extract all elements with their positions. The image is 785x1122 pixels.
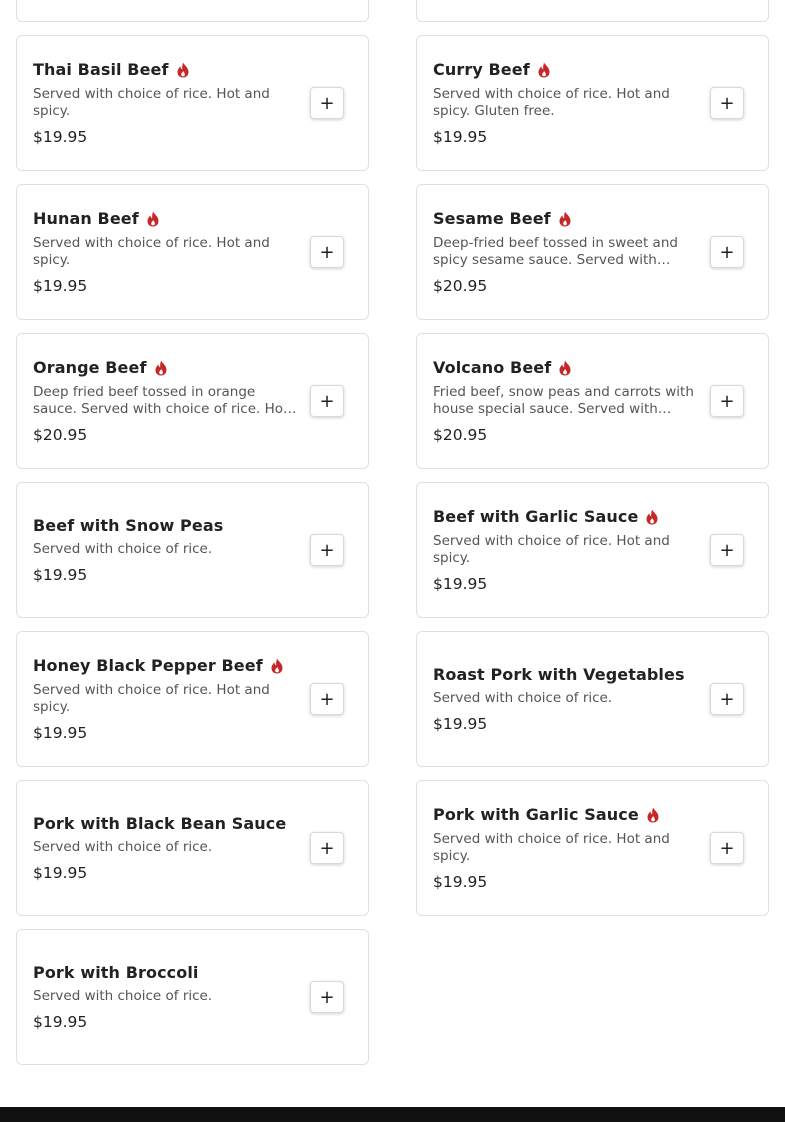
spicy-flame-icon bbox=[154, 360, 168, 376]
item-name: Pork with Black Bean Sauce bbox=[33, 814, 287, 833]
item-name: Beef with Garlic Sauce bbox=[433, 507, 639, 526]
add-to-cart-button[interactable]: + bbox=[310, 534, 344, 566]
item-description: Served with choice of rice. bbox=[433, 690, 613, 706]
add-to-cart-button[interactable]: + bbox=[710, 236, 744, 268]
title-row bbox=[433, 805, 698, 824]
title-row bbox=[33, 60, 298, 79]
item-price: $19.95 bbox=[33, 566, 88, 584]
item-price: $20.95 bbox=[433, 277, 488, 295]
menu-item-card[interactable] bbox=[416, 780, 769, 916]
item-name: Beef with Snow Peas bbox=[33, 516, 224, 535]
menu-item-card[interactable] bbox=[16, 35, 369, 171]
add-to-cart-button[interactable]: + bbox=[310, 832, 344, 864]
item-description: Deep-fried beef tossed in sweet and spicy sesame sauce. Served with bbox=[433, 235, 678, 268]
menu-item-card[interactable] bbox=[416, 35, 769, 171]
menu-item-card[interactable] bbox=[16, 482, 369, 618]
item-name: Pork with Garlic Sauce bbox=[433, 805, 639, 824]
menu-item-card[interactable] bbox=[416, 482, 769, 618]
add-to-cart-button[interactable]: + bbox=[310, 236, 344, 268]
item-name: Volcano Beef bbox=[433, 358, 552, 377]
item-price: $19.95 bbox=[33, 1013, 88, 1031]
menu-item-card[interactable] bbox=[16, 780, 369, 916]
spicy-flame-icon bbox=[176, 62, 190, 78]
menu-item-card[interactable] bbox=[416, 333, 769, 469]
item-name: Sesame Beef bbox=[433, 209, 551, 228]
spicy-flame-icon bbox=[645, 509, 659, 525]
add-to-cart-button[interactable]: + bbox=[310, 87, 344, 119]
title-row bbox=[433, 665, 698, 684]
item-name: Roast Pork with Vegetables bbox=[433, 665, 685, 684]
add-to-cart-button[interactable]: + bbox=[710, 683, 744, 715]
add-to-cart-button[interactable]: + bbox=[710, 832, 744, 864]
item-price: $19.95 bbox=[433, 715, 488, 733]
item-name: Honey Black Pepper Beef bbox=[33, 656, 263, 675]
menu-item-card[interactable] bbox=[16, 631, 369, 767]
add-to-cart-button[interactable]: + bbox=[310, 981, 344, 1013]
title-row bbox=[33, 656, 298, 675]
item-price: $19.95 bbox=[33, 277, 88, 295]
item-price: $20.95 bbox=[33, 426, 88, 444]
item-name: Hunan Beef bbox=[33, 209, 139, 228]
item-description: Served with choice of rice. bbox=[33, 988, 213, 1004]
item-description: Served with choice of rice. Hot and spicy. bbox=[433, 533, 670, 566]
item-price: $19.95 bbox=[433, 873, 488, 891]
menu-item-card[interactable] bbox=[16, 0, 369, 22]
title-row bbox=[433, 507, 698, 526]
footer-bar bbox=[0, 1107, 785, 1122]
add-to-cart-button[interactable]: + bbox=[710, 87, 744, 119]
spicy-flame-icon bbox=[646, 807, 660, 823]
title-row bbox=[33, 358, 298, 377]
item-description: Served with choice of rice. Hot and spicy. Gluten free. bbox=[433, 86, 670, 119]
title-row bbox=[33, 963, 298, 982]
menu-item-card[interactable] bbox=[16, 929, 369, 1065]
item-name: Curry Beef bbox=[433, 60, 530, 79]
item-description: Served with choice of rice. Hot and spicy. bbox=[33, 86, 270, 119]
spicy-flame-icon bbox=[537, 62, 551, 78]
item-description: Deep fried beef tossed in orange sauce. Served with choice of rice. Hot bbox=[33, 384, 289, 417]
menu-item-card[interactable] bbox=[416, 184, 769, 320]
spicy-flame-icon bbox=[558, 360, 572, 376]
item-description: Fried beef, snow peas and carrots with house special sauce. Served with bbox=[433, 384, 694, 417]
title-row bbox=[33, 516, 298, 535]
item-price: $19.95 bbox=[433, 128, 488, 146]
menu-item-card[interactable] bbox=[416, 0, 769, 22]
spicy-flame-icon bbox=[558, 211, 572, 227]
menu-item-card[interactable] bbox=[16, 184, 369, 320]
spicy-flame-icon bbox=[146, 211, 160, 227]
title-row bbox=[433, 358, 698, 377]
item-description: Served with choice of rice. bbox=[33, 541, 213, 557]
item-description: Served with choice of rice. Hot and spicy. bbox=[33, 682, 270, 715]
item-price: $19.95 bbox=[433, 575, 488, 593]
item-name: Thai Basil Beef bbox=[33, 60, 169, 79]
menu-item-card[interactable] bbox=[16, 333, 369, 469]
item-name: Pork with Broccoli bbox=[33, 963, 199, 982]
add-to-cart-button[interactable]: + bbox=[310, 683, 344, 715]
spicy-flame-icon bbox=[270, 658, 284, 674]
item-price: $19.95 bbox=[33, 724, 88, 742]
menu-item-card[interactable] bbox=[416, 631, 769, 767]
item-price: $19.95 bbox=[33, 864, 88, 882]
add-to-cart-button[interactable]: + bbox=[710, 385, 744, 417]
item-description: Served with choice of rice. Hot and spicy. bbox=[433, 831, 670, 864]
item-name: Orange Beef bbox=[33, 358, 147, 377]
item-price: $20.95 bbox=[433, 426, 488, 444]
item-description: Served with choice of rice. Hot and spicy. bbox=[33, 235, 270, 268]
menu-grid bbox=[16, 0, 769, 1065]
title-row bbox=[433, 60, 698, 79]
item-description: Served with choice of rice. bbox=[33, 839, 213, 855]
title-row bbox=[33, 814, 298, 833]
item-price: $19.95 bbox=[33, 128, 88, 146]
title-row bbox=[33, 209, 298, 228]
add-to-cart-button[interactable]: + bbox=[710, 534, 744, 566]
add-to-cart-button[interactable]: + bbox=[310, 385, 344, 417]
title-row bbox=[433, 209, 698, 228]
